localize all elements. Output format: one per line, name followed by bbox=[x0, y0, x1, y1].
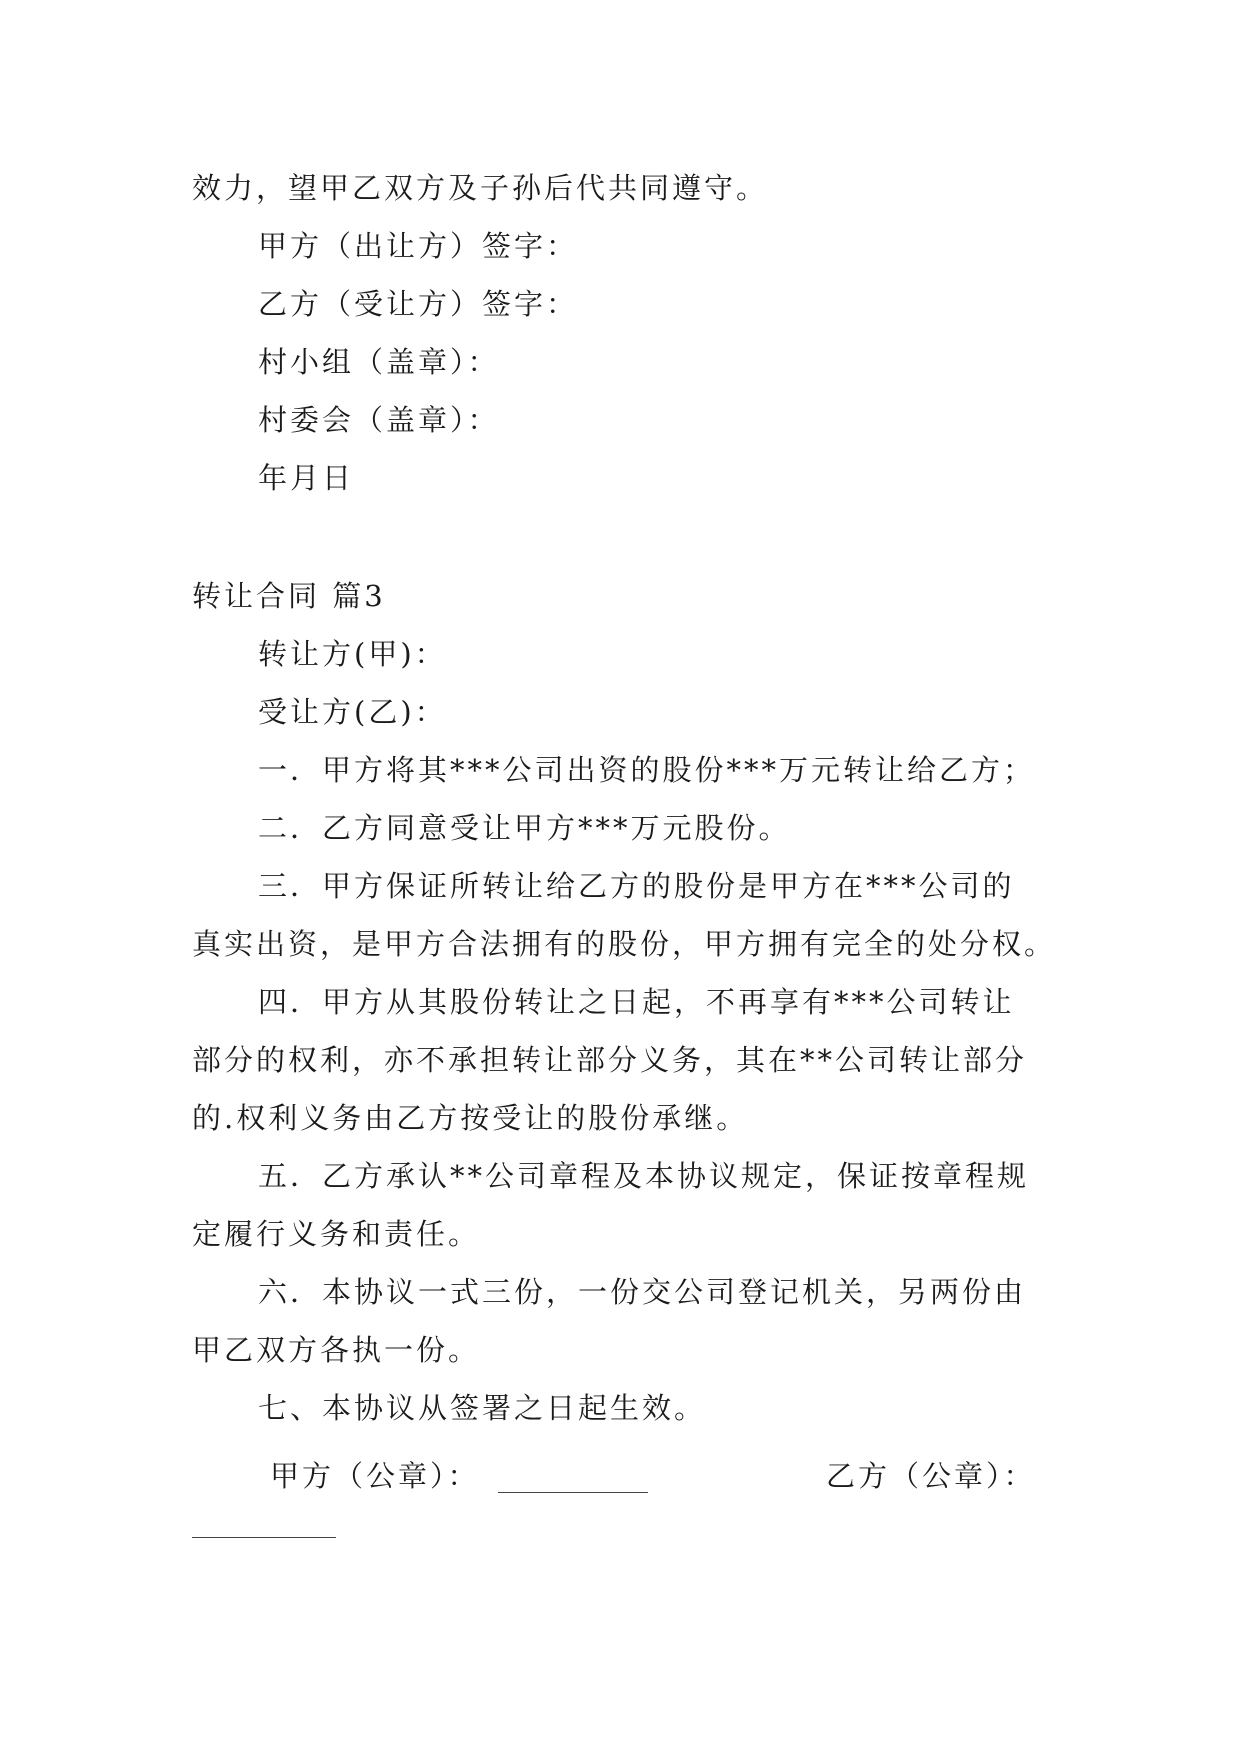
text-line: 乙方（受让方）签字： bbox=[258, 287, 579, 321]
text-line: 转让方(甲)： bbox=[258, 637, 447, 671]
section-heading: 转让合同 篇3 bbox=[192, 579, 386, 613]
party-a-seal-label: 甲方（公章）： bbox=[270, 1459, 480, 1493]
text-line: 甲方（出让方）签字： bbox=[258, 229, 579, 263]
text-line: 六．本协议一式三份，一份交公司登记机关，另两份由 bbox=[258, 1275, 1027, 1309]
text-line: 年月日 bbox=[258, 461, 355, 495]
text-line: 真实出资，是甲方合法拥有的股份，甲方拥有完全的处分权。 bbox=[192, 927, 1057, 961]
text-line: 七、本协议从签署之日起生效。 bbox=[258, 1391, 707, 1425]
text-line: 村小组（盖章）： bbox=[258, 345, 500, 379]
text-line: 三．甲方保证所转让给乙方的股份是甲方在***公司的 bbox=[258, 869, 1015, 903]
text-line: 受让方(乙)： bbox=[258, 695, 447, 729]
party-a-signature-line bbox=[498, 1492, 648, 1493]
text-line: 村委会（盖章）： bbox=[258, 403, 500, 437]
signature-row bbox=[270, 1456, 1060, 1500]
text-line: 四．甲方从其股份转让之日起，不再享有***公司转让 bbox=[258, 985, 1015, 1019]
text-line: 甲乙双方各执一份。 bbox=[192, 1333, 481, 1367]
text-line: 效力，望甲乙双方及子孙后代共同遵守。 bbox=[192, 171, 769, 205]
party-b-signature-line bbox=[192, 1537, 336, 1538]
text-line: 部分的权利，亦不承担转让部分义务，其在**公司转让部分 bbox=[192, 1043, 1028, 1077]
text-line: 一．甲方将其***公司出资的股份***万元转让给乙方； bbox=[258, 753, 1036, 787]
party-b-seal-label: 乙方（公章）： bbox=[826, 1459, 1036, 1493]
text-line: 的.权利义务由乙方按受让的股份承继。 bbox=[192, 1101, 749, 1135]
text-line: 二．乙方同意受让甲方***万元股份。 bbox=[258, 811, 791, 845]
text-line: 定履行义务和责任。 bbox=[192, 1217, 481, 1251]
text-line: 五．乙方承认**公司章程及本协议规定，保证按章程规 bbox=[258, 1159, 1030, 1193]
